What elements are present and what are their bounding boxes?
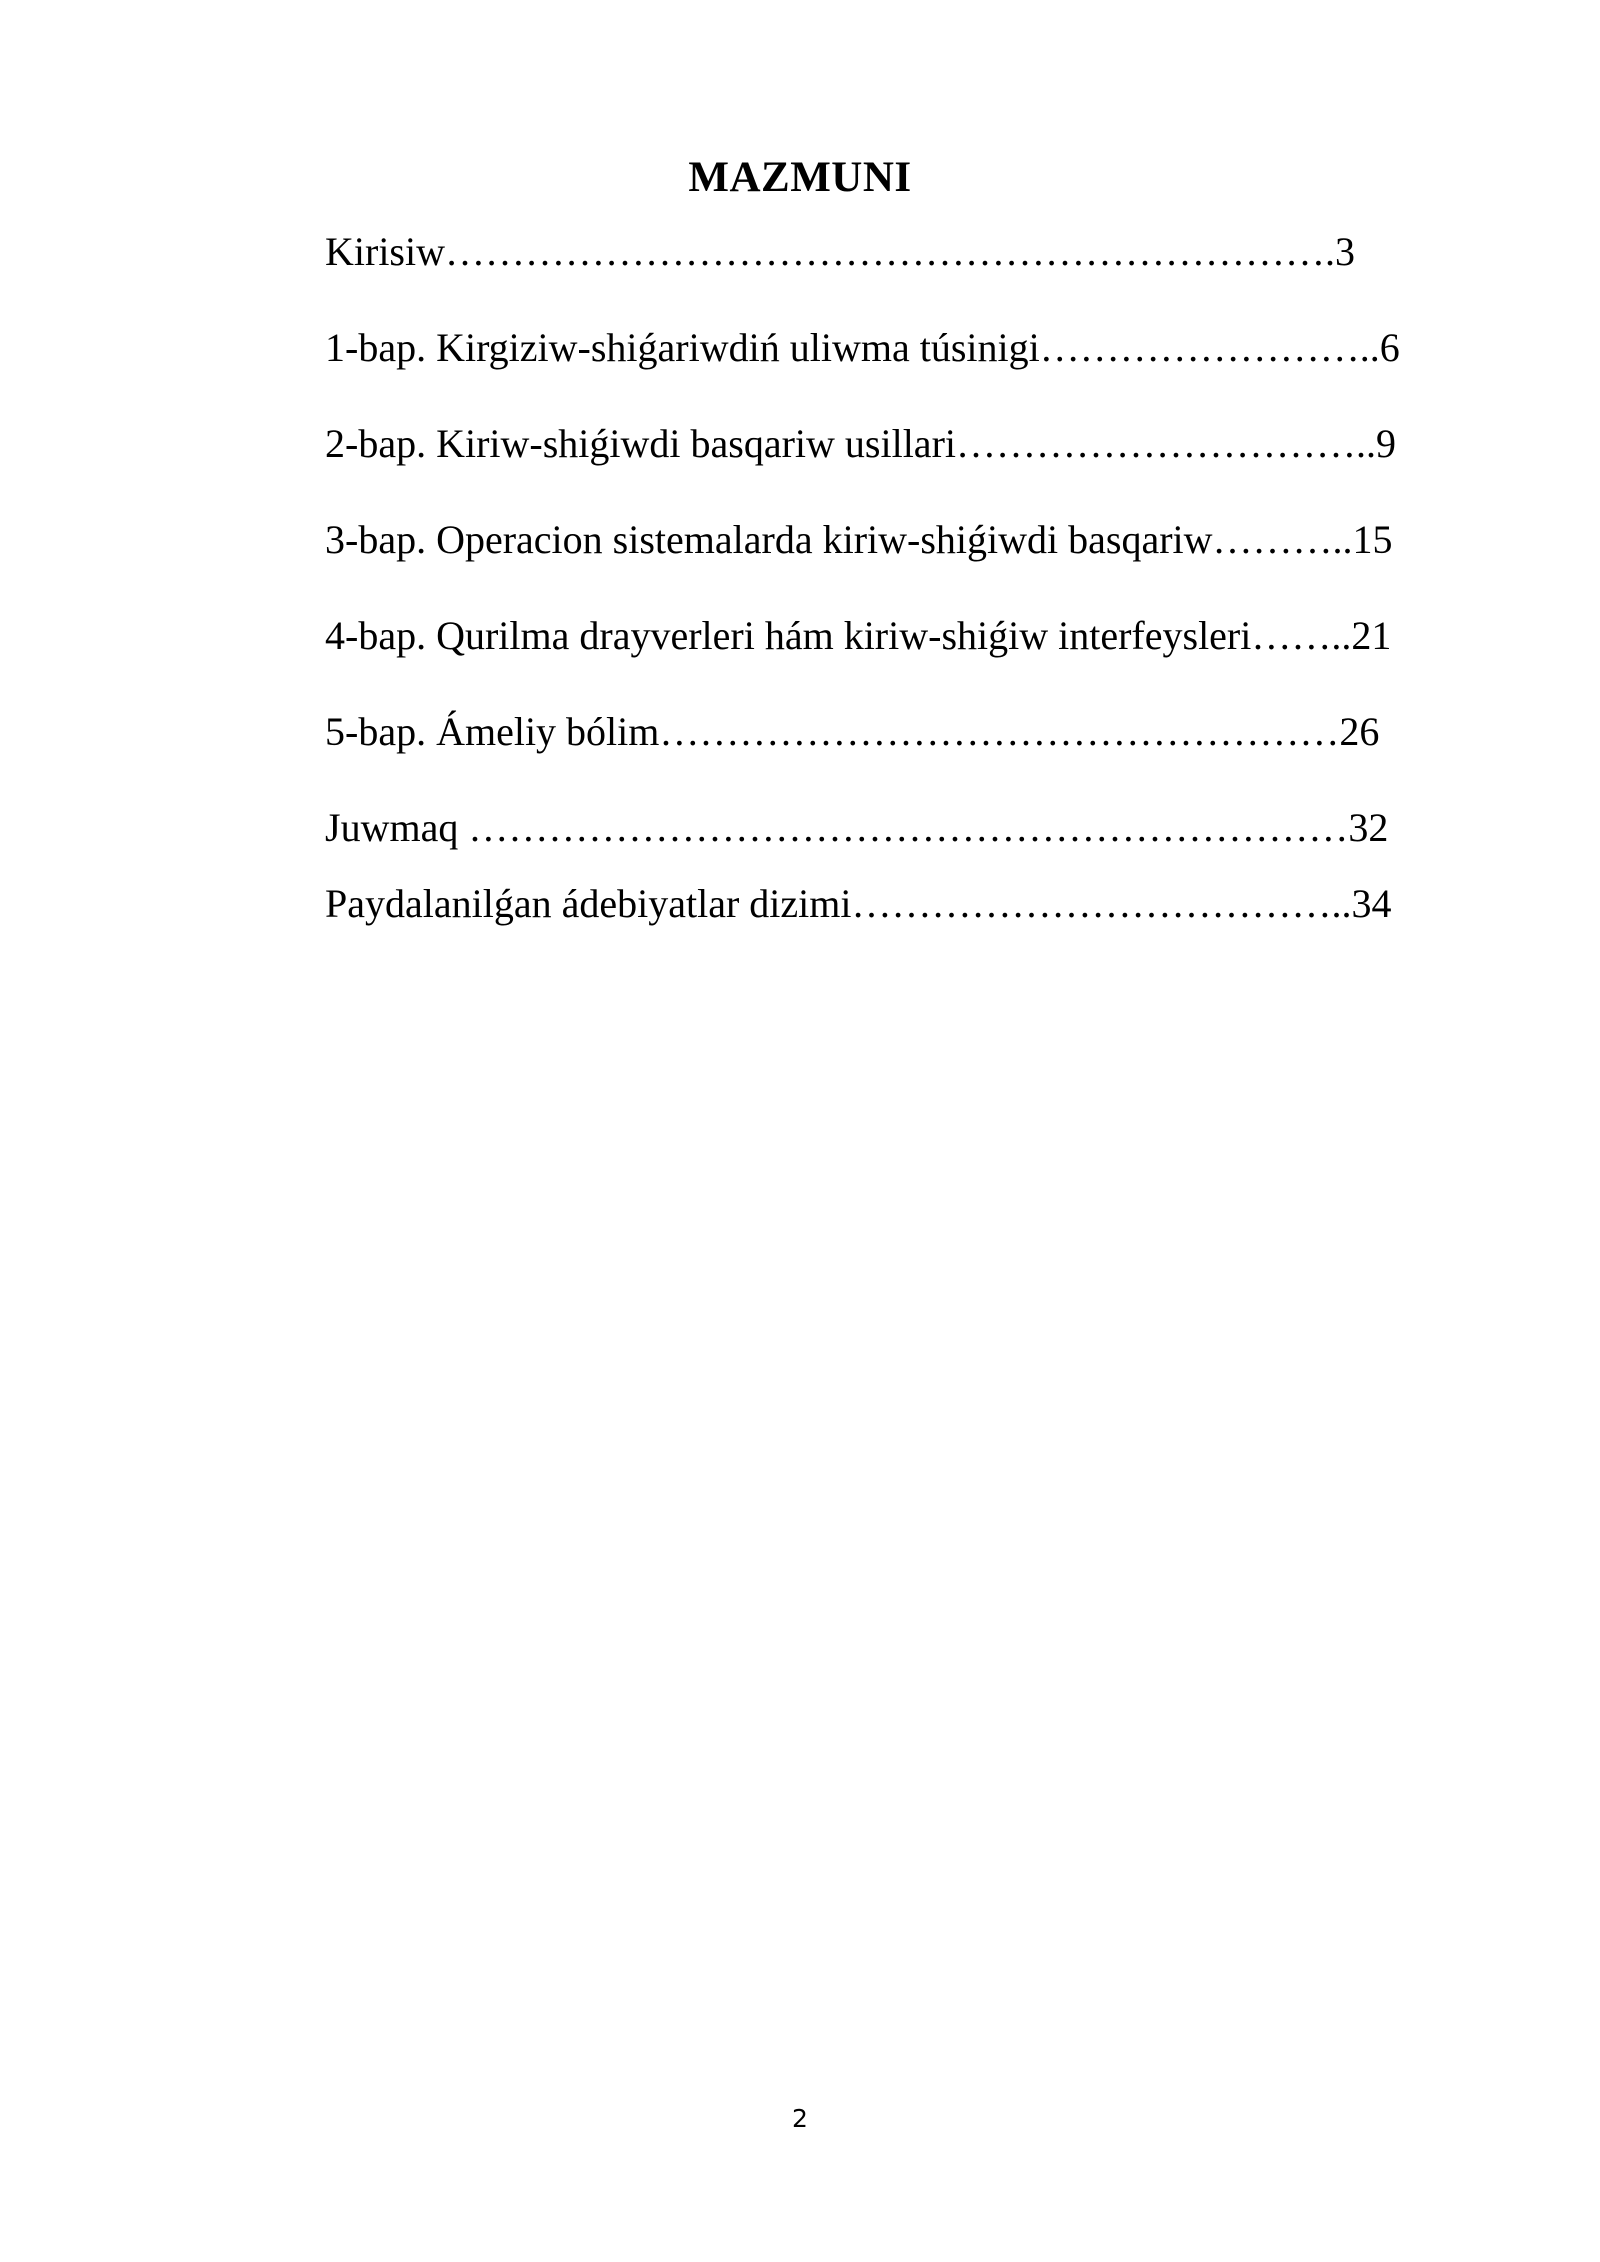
toc-heading — [0, 150, 1600, 206]
toc-entry-references: Paydalanilǵan ádebiyatlar dizimi………………………………..34 — [325, 881, 1392, 926]
toc-entry-chapter-1: 1-bap. Kirgiziw-shiǵariwdiń uliwma túsinigi……………………..6 — [325, 325, 1400, 370]
page-number: 2 — [792, 2104, 808, 2133]
toc-entry-conclusion: Juwmaq …………………………………………………………32 — [325, 805, 1389, 850]
toc-entry-chapter-3: 3-bap. Operacion sistemalarda kiriw-shiǵiwdi basqariw………..15 — [325, 517, 1393, 562]
toc-entry-chapter-5: 5-bap. Ámeliy bólim……………………………………………26 — [325, 709, 1380, 754]
toc-entry-chapter-2: 2-bap. Kiriw-shiǵiwdi basqariw usillari…………………………..9 — [325, 421, 1396, 466]
toc-heading-text: MAZMUNI — [688, 154, 912, 201]
toc-entry-chapter-4: 4-bap. Qurilma drayverleri hám kiriw-shiǵiw interfeysleri……..21 — [325, 613, 1392, 658]
toc-entry-introduction: Kirisiw………………………………………………………….3 — [325, 229, 1355, 274]
